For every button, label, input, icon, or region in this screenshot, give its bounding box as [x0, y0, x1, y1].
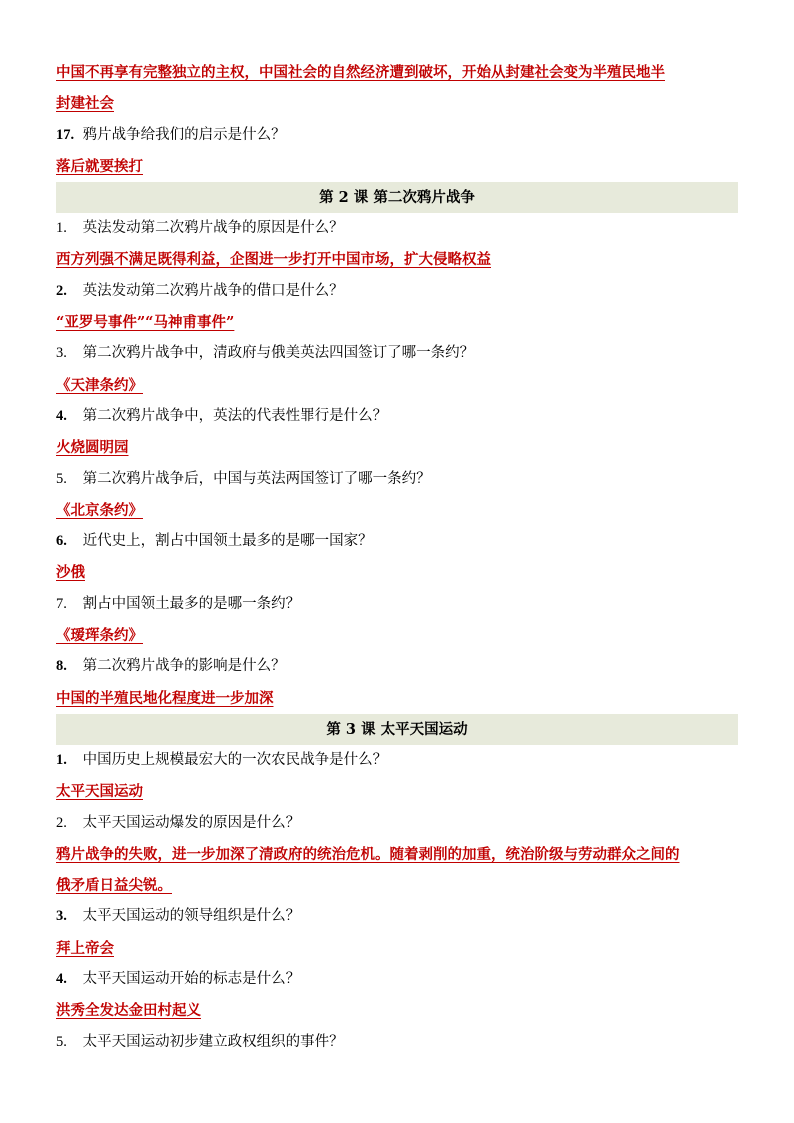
answer-text: 落后就要挨打 [56, 157, 143, 175]
question-text: 第二次鸦片战争的影响是什么？ [82, 658, 286, 675]
answer-text: 中国不再享有完整独立的主权，中国社会的自然经济遭到破坏，开始从封建社会变为半殖民地半 [56, 64, 665, 81]
question-text: 太平天国运动初步建立政权组织的事件？ [82, 1033, 344, 1050]
answer-text: 中国的半殖民地化程度进一步加深 [56, 689, 274, 707]
question-number: 5. [56, 470, 67, 487]
answer-text: 洪秀全发达金田村起义 [56, 1002, 201, 1020]
question-text: 第二次鸦片战争中，英法的代表性罪行是什么？ [82, 407, 388, 424]
question-item [56, 213, 738, 244]
answer-text: 《北京条约》 [56, 501, 143, 519]
lesson-2-header: 第 2 课 第二次鸦片战争 [56, 182, 738, 213]
question-number: 8. [56, 658, 67, 675]
question-item [56, 651, 738, 682]
question-text: 太平天国运动的领导组织是什么？ [82, 908, 301, 925]
answer-text: 西方列强不满足既得利益，企图进一步打开中国市场，扩大侵略权益 [56, 251, 491, 269]
question-number: 6. [56, 533, 67, 550]
question-item [56, 276, 738, 307]
question-number: 5. [56, 1033, 67, 1050]
question-text: 太平天国运动爆发的原因是什么？ [82, 814, 301, 831]
question-item [56, 808, 738, 839]
question-number: 17. [56, 126, 75, 143]
question-item [56, 464, 738, 495]
question-number: 2. [56, 814, 67, 831]
lesson-3-header: 第 3 课 太平天国运动 [56, 714, 738, 745]
answer-text: 封建社会 [56, 95, 114, 113]
question-text: 第二次鸦片战争中，清政府与俄美英法四国签订了哪一条约？ [82, 345, 475, 362]
question-text: 中国历史上规模最宏大的一次农民战争是什么？ [82, 751, 388, 768]
question-number: 3. [56, 908, 67, 925]
answer-text: 拜上帝会 [56, 939, 114, 957]
question-text: 近代史上，割占中国领土最多的是哪一国家？ [82, 533, 373, 550]
answer-text: “亚罗号事件”“马神甫事件” [56, 314, 235, 332]
question-number: 4. [56, 407, 67, 424]
question-item [56, 964, 738, 995]
question-item [56, 338, 738, 369]
answer-text: 鸦片战争的失败，进一步加深了清政府的统治危机。随着剥削的加重，统治阶级与劳动群众之间的 [56, 845, 680, 863]
question-item [56, 401, 738, 432]
answer-text: 《天津条约》 [56, 376, 143, 394]
question-number: 7. [56, 595, 67, 612]
question-text: 太平天国运动开始的标志是什么？ [82, 971, 301, 988]
answer-text: 俄矛盾日益尖锐。 [56, 877, 172, 895]
question-text: 割占中国领土最多的是哪一条约？ [82, 595, 301, 612]
question-text: 英法发动第二次鸦片战争的借口是什么？ [82, 282, 344, 299]
question-item [56, 1027, 738, 1058]
question-text: 英法发动第二次鸦片战争的原因是什么？ [82, 220, 344, 237]
question-text: 第二次鸦片战争后，中国与英法两国签订了哪一条约？ [82, 470, 431, 487]
question-item [56, 589, 738, 620]
question-number: 4. [56, 971, 67, 988]
answer-text: 火烧圆明园 [56, 439, 129, 457]
question-text: 鸦片战争给我们的启示是什么？ [82, 126, 286, 143]
question-item [56, 901, 738, 932]
document-page [56, 57, 738, 1058]
question-number: 1. [56, 220, 67, 237]
question-number: 1. [56, 751, 67, 768]
question-number: 2. [56, 282, 67, 299]
question-number: 3. [56, 345, 67, 362]
question-item [56, 745, 738, 776]
answer-text: 太平天国运动 [56, 783, 143, 801]
question-item [56, 526, 738, 557]
answer-text: 《瑷珲条约》 [56, 627, 143, 645]
question-17 [56, 120, 738, 151]
answer-text: 沙俄 [56, 564, 85, 582]
